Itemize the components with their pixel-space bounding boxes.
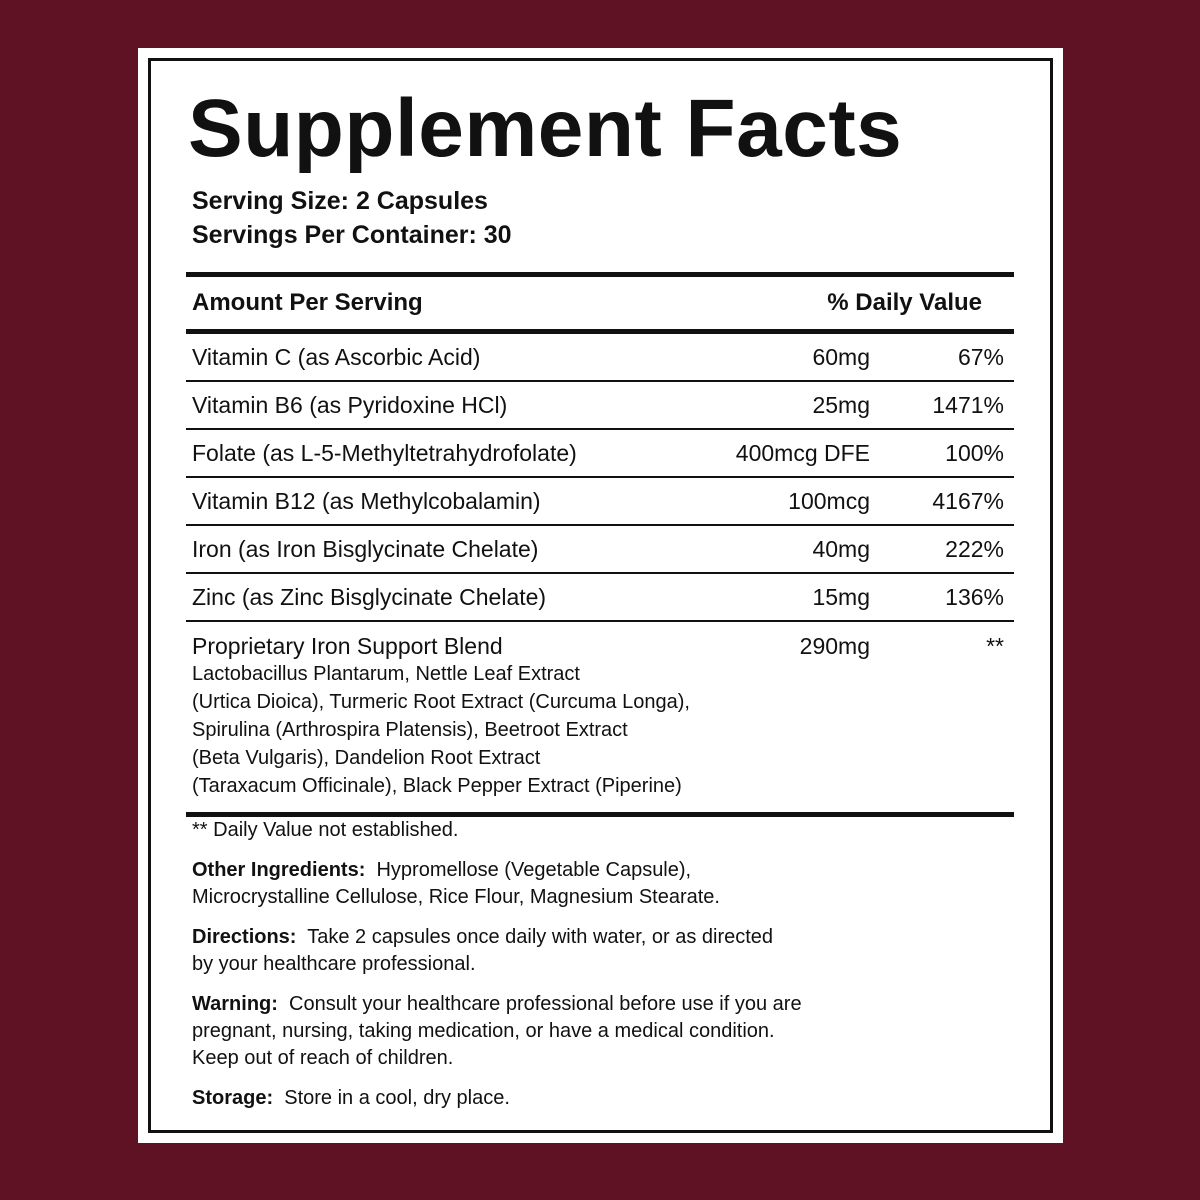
directions [192, 924, 1008, 978]
blend-ingredients-line: Lactobacillus Plantarum, Nettle Leaf Extract [192, 663, 580, 685]
nutrient-daily-value: 1471% [932, 391, 1004, 418]
storage-text: Store in a cool, dry place. [284, 1087, 510, 1109]
nutrient-daily-value: 136% [945, 583, 1004, 610]
facts-content [186, 83, 1014, 1112]
other-ingredients [192, 857, 1008, 911]
other-ingredients-text: Microcrystalline Cellulose, Rice Flour, Magnesium Stearate. [192, 886, 720, 908]
nutrient-amount: 25mg [812, 391, 870, 418]
blend-ingredients-line: (Taraxacum Officinale), Black Pepper Extract (Piperine) [192, 775, 682, 797]
directions-text: Take 2 capsules once daily with water, or as directed [307, 926, 774, 948]
warning [192, 991, 1008, 1072]
warning-label: Warning: [192, 993, 278, 1015]
nutrient-name: Folate (as L-5-Methyltetrahydrofolate) [192, 439, 577, 466]
blend-daily-value: ** [986, 633, 1004, 659]
directions-label: Directions: [192, 926, 297, 948]
daily-value-label: % Daily Value [827, 289, 982, 316]
warning-text: Keep out of reach of children. [192, 1047, 454, 1069]
nutrient-amount: 40mg [812, 535, 870, 562]
blend-ingredients-line: (Beta Vulgaris), Dandelion Root Extract [192, 747, 541, 769]
warning-text: Consult your healthcare professional before use if you are [289, 993, 802, 1015]
proprietary-blend-row [186, 622, 1014, 812]
table-row [186, 430, 1014, 476]
nutrient-name: Iron (as Iron Bisglycinate Chelate) [192, 535, 539, 562]
blend-name: Proprietary Iron Support Blend [192, 633, 503, 659]
storage-label: Storage: [192, 1087, 274, 1109]
table-row [186, 574, 1014, 620]
label-notes [186, 817, 1014, 1112]
table-row [186, 478, 1014, 524]
blend-ingredients [192, 660, 790, 800]
nutrient-name: Vitamin B6 (as Pyridoxine HCl) [192, 391, 508, 418]
nutrient-daily-value: 100% [945, 439, 1004, 466]
nutrient-name: Zinc (as Zinc Bisglycinate Chelate) [192, 583, 547, 610]
nutrient-daily-value: 67% [957, 343, 1004, 370]
nutrient-daily-value: 222% [945, 535, 1004, 562]
warning-text: pregnant, nursing, taking medication, or have a medical condition. [192, 1020, 775, 1042]
serving-info [192, 184, 1014, 252]
serving-size: Serving Size: 2 Capsules [192, 187, 488, 215]
blend-ingredients-line: Spirulina (Arthrospira Platensis), Beetroot Extract [192, 719, 628, 741]
directions-text: by your healthcare professional. [192, 953, 476, 975]
table-row [186, 334, 1014, 380]
nutrient-amount: 100mcg [788, 487, 870, 514]
nutrient-name: Vitamin C (as Ascorbic Acid) [192, 343, 481, 370]
amount-per-serving-label: Amount Per Serving [192, 289, 423, 316]
other-ingredients-label: Other Ingredients: [192, 859, 366, 881]
nutrient-amount: 60mg [812, 343, 870, 370]
storage [192, 1085, 1008, 1112]
servings-per-container: Servings Per Container: 30 [192, 221, 512, 249]
table-header [186, 277, 1014, 329]
daily-value-footnote: ** Daily Value not established. [192, 819, 459, 841]
nutrient-amount: 400mcg DFE [735, 439, 870, 466]
supplement-facts-panel [138, 48, 1063, 1143]
nutrient-name: Vitamin B12 (as Methylcobalamin) [192, 487, 541, 514]
table-row [186, 382, 1014, 428]
page-title: Supplement Facts [188, 83, 903, 174]
blend-ingredients-line: (Urtica Dioica), Turmeric Root Extract (Curcuma Longa), [192, 691, 690, 713]
blend-amount: 290mg [799, 633, 870, 659]
nutrient-daily-value: 4167% [932, 487, 1004, 514]
table-row [186, 526, 1014, 572]
nutrient-amount: 15mg [812, 583, 870, 610]
other-ingredients-text: Hypromellose (Vegetable Capsule), [376, 859, 692, 881]
